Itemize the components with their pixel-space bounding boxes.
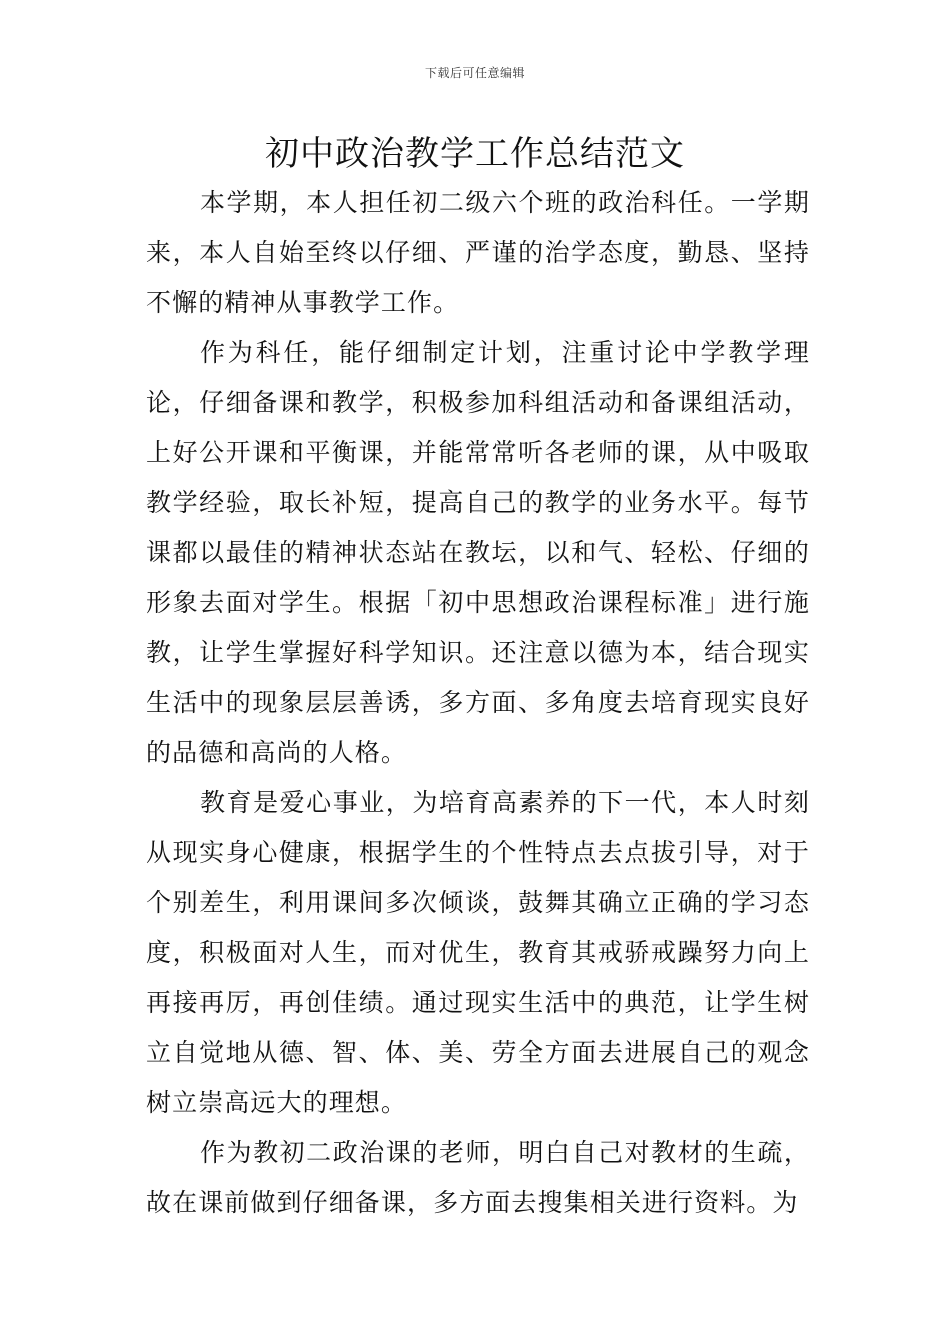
header-note: 下载后可任意编辑 — [424, 66, 525, 80]
paragraph-4: 作为教初二政治课的老师，明白自己对教材的生疏，故在课前做到仔细备课，多方面去搜集相关进行资料。为 — [146, 1138, 810, 1217]
paragraph-1: 本学期，本人担任初二级六个班的政治科任。一学期来，本人自始至终以仔细、严谨的治学态度，勤恳、坚持不懈的精神从事教学工作。 — [146, 188, 810, 317]
paragraph-3: 教育是爱心事业，为培育高素养的下一代，本人时刻从现实身心健康，根据学生的个性特点去点拔引导，对于个别差生，利用课间多次倾谈，鼓舞其确立正确的学习态度，积极面对人生，而对优生，教育其戒骄戒躁努力向上再接再厉，再创佳绩。通过现实生活中的典范，让学生树立自觉地从德、智、体、美、劳全方面去进展自己的观念树立崇高远大的理想。 — [146, 788, 810, 1117]
paragraph-2: 作为科任，能仔细制定计划，注重讨论中学教学理论，仔细备课和教学，积极参加科组活动和备课组活动，上好公开课和平衡课，并能常常听各老师的课，从中吸取教学经验，取长补短，提高自己的教学的业务水平。每节课都以最佳的精神状态站在教坛，以和气、轻松、仔细的形象去面对学生。根据「初中思想政治课程标准」进行施教，让学生掌握好科学知识。还注意以德为本，结合现实生活中的现象层层善诱，多方面、多角度去培育现实良好的品德和高尚的人格。 — [146, 338, 810, 767]
document-title: 初中政治教学工作总结范文 — [265, 134, 685, 174]
document-body — [146, 178, 810, 1228]
